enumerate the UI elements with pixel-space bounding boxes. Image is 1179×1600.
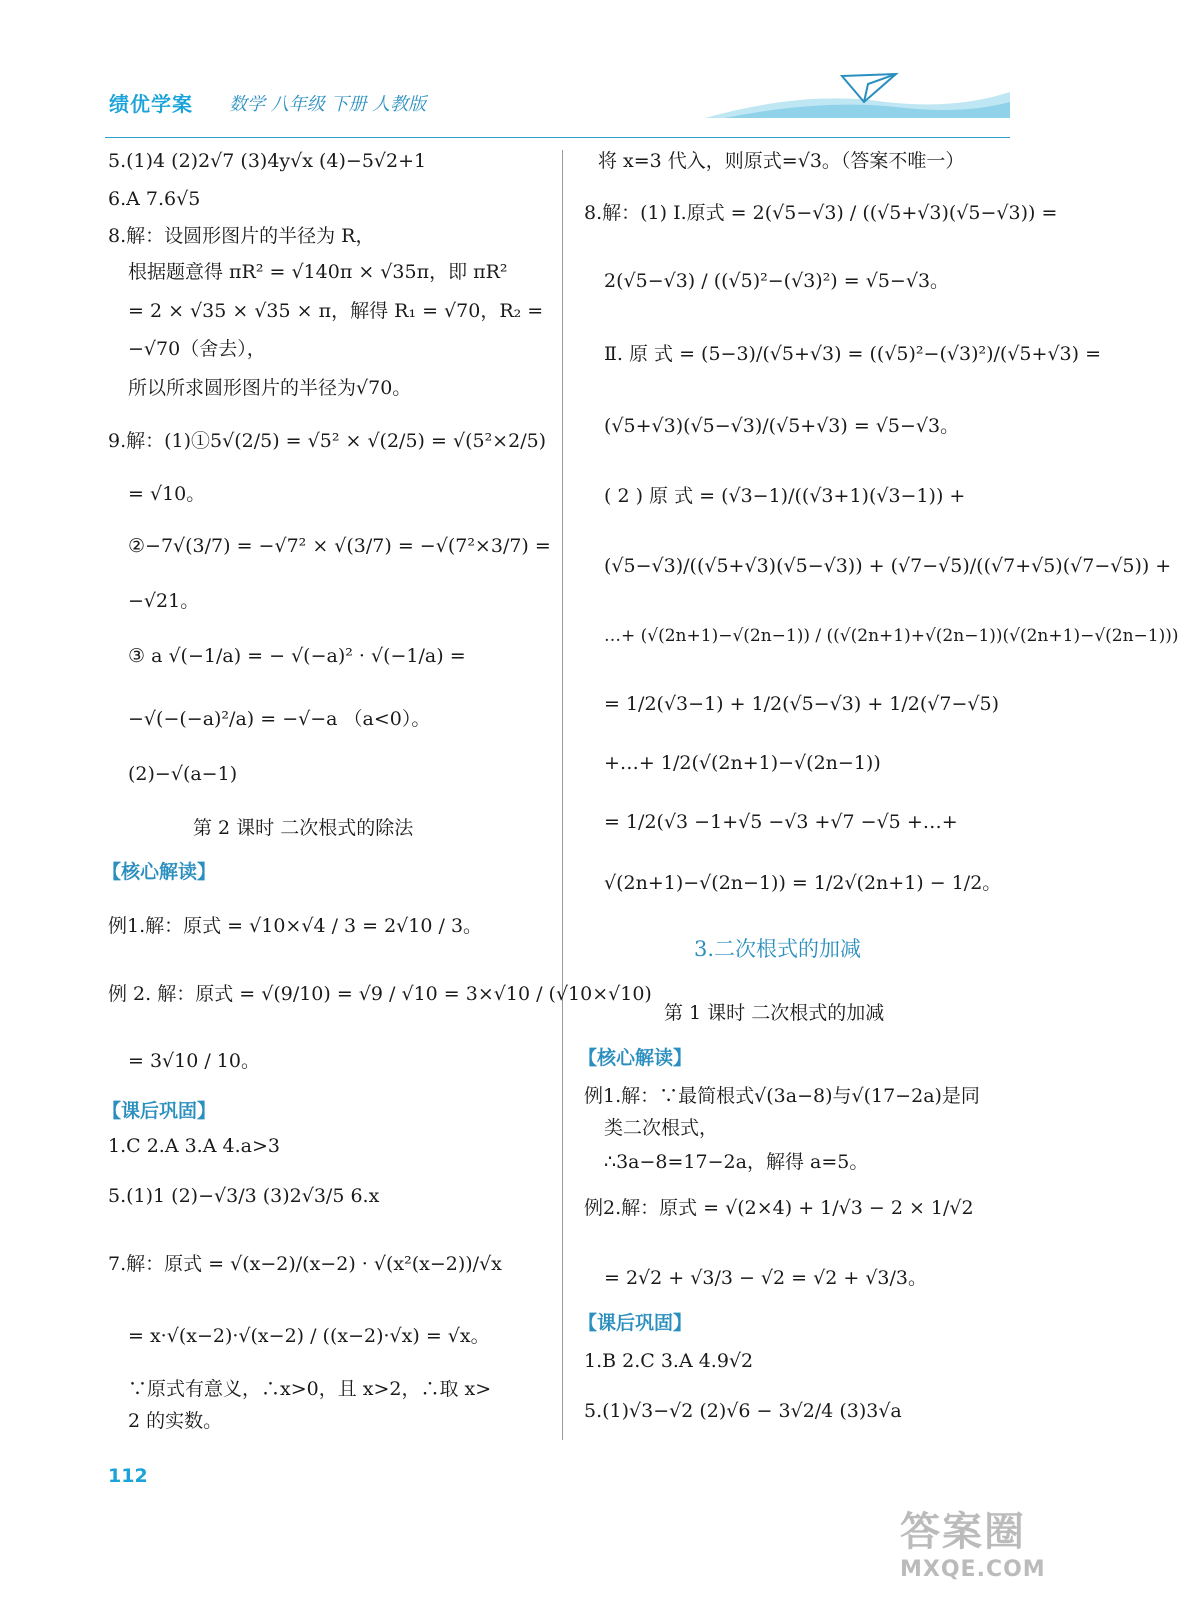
example2-line1-left: 例 2. 解：原式 = √(9/10) = √9 / √10 = 3×√10 / (√10×√10) xyxy=(108,983,652,1005)
right-example2-line1: 例2.解：原式 = √(2×4) + 1/√3 − 2 × 1/√2 xyxy=(584,1197,974,1219)
example1-left: 例1.解：原式 = √10×√4 / 3 = 2√10 / 3。 xyxy=(108,915,483,937)
core-reading-label-right: 【核心解读】 xyxy=(578,1047,693,1069)
lesson1-title: 第 1 课时 二次根式的加减 xyxy=(664,1002,885,1024)
right-q8-line1: 8.解：(1) Ⅰ.原式 = 2(√5−√3) / ((√5+√3)(√5−√3)) = xyxy=(584,202,1058,224)
answer-q6-7: 6.A 7.6√5 xyxy=(108,188,201,210)
right-q8-line3: Ⅱ. 原 式 = (5−3)/(√5+√3) = ((√5)²−(√3)²)/(√5+√3) = xyxy=(604,343,1102,365)
answer-q8-line5: 所以所求圆形图片的半径为√70。 xyxy=(128,377,412,399)
right-q8-line7: …+ (√(2n+1)−√(2n−1)) / ((√(2n+1)+√(2n−1))(√(2n+1)−√(2n−1))) xyxy=(604,626,1179,646)
answer-q8-line2: 根据题意得 πR² = √140π × √35π，即 πR² xyxy=(128,261,508,283)
right-q8-line2: 2(√5−√3) / ((√5)²−(√3)²) = √5−√3。 xyxy=(604,270,950,292)
right-q8-line8: = 1/2(√3−1) + 1/2(√5−√3) + 1/2(√7−√5) xyxy=(604,693,999,715)
answer-q5: 5.(1)4 (2)2√7 (3)4y√x (4)−5√2+1 xyxy=(108,150,427,172)
right-example1-line1: 例1.解：∵最简根式√(3a−8)与√(17−2a)是同 xyxy=(584,1085,980,1107)
header-logo: 绩优学案 xyxy=(109,92,193,116)
answer-q9-line2: = √10。 xyxy=(128,483,206,505)
answer-q9-line3: ②−7√(3/7) = −√7² × √(3/7) = −√(7²×3/7) = xyxy=(128,535,551,557)
watermark-line1: 答案圈 xyxy=(900,1509,1026,1555)
paper-plane-icon xyxy=(840,68,900,108)
lesson2-title: 第 2 课时 二次根式的除法 xyxy=(193,817,414,839)
right-answer-q5: 5.(1)√3−√2 (2)√6 − 3√2/4 (3)3√a xyxy=(584,1400,902,1422)
watermark xyxy=(900,1500,1046,1582)
after-class-label-left: 【课后巩固】 xyxy=(102,1100,217,1122)
page-header xyxy=(105,80,1010,120)
answer-q8-line4: −√70（舍去）， xyxy=(128,338,266,360)
answer-q7-line4-left: 2 的实数。 xyxy=(128,1410,223,1432)
answer-q8-line3: = 2 × √35 × √35 × π，解得 R₁ = √70，R₂ = xyxy=(128,300,544,322)
right-q8-line4: (√5+√3)(√5−√3)/(√5+√3) = √5−√3。 xyxy=(604,415,960,437)
watermark-line2: MXQE.COM xyxy=(900,1557,1046,1582)
answer-q9-line6: −√(−(−a)²/a) = −√−a （a<0）。 xyxy=(128,708,431,730)
right-q8-line11: √(2n+1)−√(2n−1)) = 1/2√(2n+1) − 1/2。 xyxy=(604,872,1002,894)
page-number: 112 xyxy=(108,1465,148,1487)
answer-q7-line3-left: ∵原式有意义，∴x>0，且 x>2，∴取 x> xyxy=(128,1378,492,1400)
answer-q8-line1: 8.解：设圆形图片的半径为 R， xyxy=(108,225,375,247)
answer-q9-line7: (2)−√(a−1) xyxy=(128,763,238,785)
answers-1-4-left: 1.C 2.A 3.A 4.a>3 xyxy=(108,1135,280,1157)
right-q8-line10: = 1/2(√3 −1+√5 −√3 +√7 −√5 +…+ xyxy=(604,811,958,833)
after-class-label-right: 【课后巩固】 xyxy=(578,1312,693,1334)
header-subject: 数学 八年级 下册 人教版 xyxy=(229,94,427,115)
right-q8-line6: (√5−√3)/((√5+√3)(√5−√3)) + (√7−√5)/((√7+√5)(√7−√5)) + xyxy=(604,555,1172,577)
right-line-substitute: 将 x=3 代入，则原式=√3。（答案不唯一） xyxy=(598,150,965,172)
right-example2-line2: = 2√2 + √3/3 − √2 = √2 + √3/3。 xyxy=(604,1267,928,1289)
answer-q9-line4: −√21。 xyxy=(128,590,200,612)
right-q8-line5: ( 2 ) 原 式 = (√3−1)/((√3+1)(√3−1)) + xyxy=(604,485,966,507)
column-divider xyxy=(562,150,563,1440)
answer-q7-line1-left: 7.解：原式 = √(x−2)/(x−2) · √(x²(x−2))/√x xyxy=(108,1253,502,1275)
example2-line2-left: = 3√10 / 10。 xyxy=(128,1050,260,1072)
answer-q7-line2-left: = x·√(x−2)·√(x−2) / ((x−2)·√x) = √x。 xyxy=(128,1325,490,1347)
answer-q9-line5: ③ a √(−1/a) = − √(−a)² · √(−1/a) = xyxy=(128,645,466,667)
answer-q9-line1: 9.解：(1)①5√(2/5) = √5² × √(2/5) = √(5²×2/5) xyxy=(108,430,547,452)
right-q8-line9: +…+ 1/2(√(2n+1)−√(2n−1)) xyxy=(604,752,881,774)
header-rule xyxy=(105,137,1010,138)
right-example1-line2: 类二次根式， xyxy=(604,1117,719,1139)
core-reading-label-left: 【核心解读】 xyxy=(102,861,217,883)
right-answers-1-4: 1.B 2.C 3.A 4.9√2 xyxy=(584,1350,754,1372)
answers-5-6-left: 5.(1)1 (2)−√3/3 (3)2√3/5 6.x xyxy=(108,1185,380,1207)
section3-title: 3.二次根式的加减 xyxy=(694,937,862,961)
right-example1-line3: ∴3a−8=17−2a，解得 a=5。 xyxy=(604,1151,869,1173)
